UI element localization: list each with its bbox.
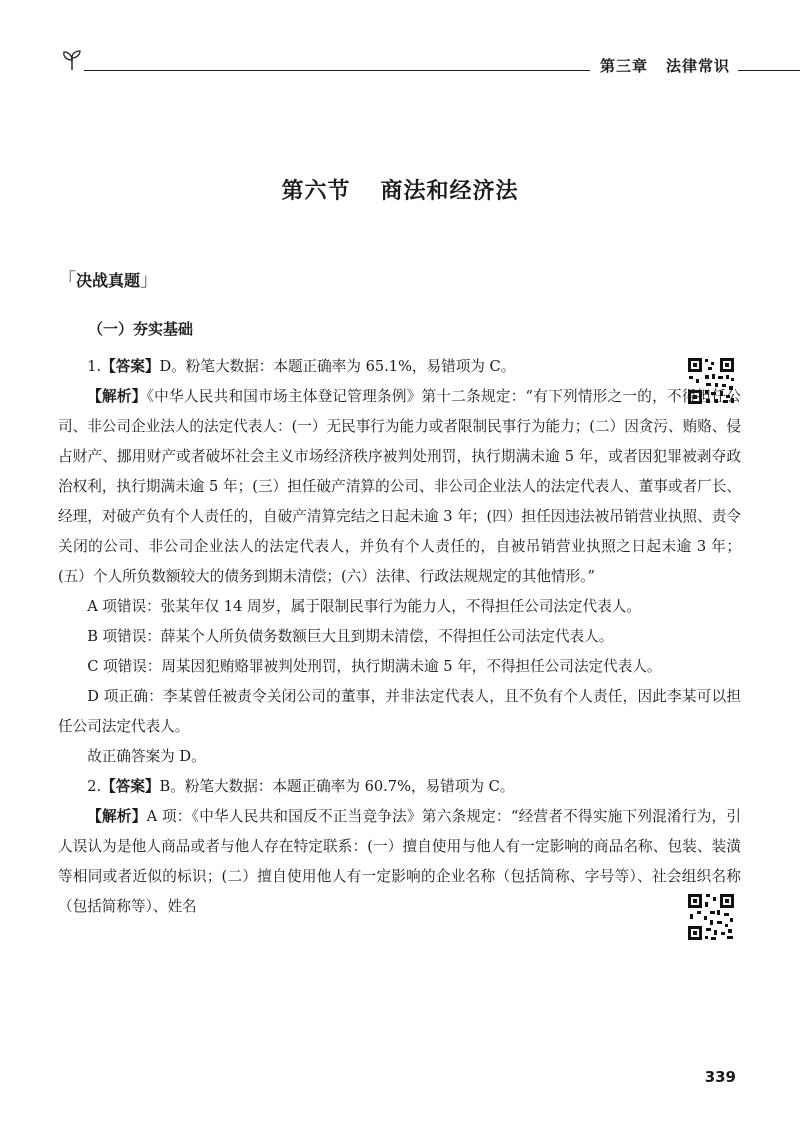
q1-analysis (58, 382, 741, 592)
q2-answer-label: 【答案】 (101, 778, 160, 795)
tag-bracket-open: 「 (58, 270, 76, 291)
q2-analysis (58, 802, 741, 922)
tag-heading (58, 266, 158, 292)
q1-answer-label: 【答案】 (101, 358, 160, 375)
section-name: 商法和经济法 (380, 179, 519, 204)
page-number: 339 (704, 1068, 736, 1086)
q2-number: 2. (87, 778, 102, 795)
body-text (58, 352, 741, 922)
q2-analysis-label: 【解析】 (87, 808, 147, 825)
sprout-icon (60, 48, 84, 72)
header-chapter: 第三章 (599, 57, 648, 75)
header-rule-right (738, 70, 800, 71)
q1-conclusion: 故正确答案为 D。 (87, 748, 206, 765)
section-title (0, 174, 800, 205)
tag-bracket-close: 」 (140, 270, 159, 291)
q1-option-d: D 项正确：李某曾任被责令关闭公司的董事，并非法定代表人，且不负有个人责任，因此李某可以担任公司法定代表人。 (58, 688, 741, 735)
header-chapter-title (600, 55, 730, 76)
header-title: 法律常识 (665, 57, 730, 75)
q1-analysis-text: 《中华人民共和国市场主体登记管理条例》第十二条规定：“有下列情形之一的，不得担任公司、非公司企业法人的法定代表人：(一）无民事行为能力或者限制民事行为能力；(二）因贪污、贿赂、侵占财产、挪用财产或者破坏社会主义市场经济秩序被判处刑罚，执行期满未逾 5 年，或者因犯罪被剥夺政治权利，执行期满未逾 5 年；(三）担任破产清算的公司、非公司企业法人的法定代表人、董事或者厂长、经理，对破产负有个人责任的，自破产清算完结之日起未逾 3 年；(四）担任因违法被吊销营业执照、责令关闭的公司、非公司企业法人的法定代表人，并负有个人责任的，自被吊销营业执照之日起未逾 3 年；(五）个人所负数额较大的债务到期未清偿；(六）法律、行政法规规定的其他情形。” (58, 388, 741, 585)
q2-answer-text: B。粉笔大数据：本题正确率为 60.7%，易错项为 C。 (159, 778, 515, 795)
q1-option-c: C 项错误：周某因犯贿赂罪被判处刑罚，执行期满未逾 5 年，不得担任公司法定代表人。 (87, 658, 662, 675)
sub-heading: （一）夯实基础 (88, 320, 194, 338)
q2-answer (58, 772, 741, 802)
q1-number: 1. (87, 358, 102, 375)
header-rule-left (84, 70, 590, 71)
q1-answer-text: D。粉笔大数据：本题正确率为 65.1%，易错项为 C。 (159, 358, 516, 375)
section-number: 第六节 (281, 179, 351, 204)
tag-heading-text: 决战真题 (76, 271, 141, 290)
q1-option-b: B 项错误：薛某个人所负债务数额巨大且到期未清偿，不得担任公司法定代表人。 (87, 628, 614, 645)
q1-analysis-label: 【解析】 (87, 388, 147, 405)
q1-answer (58, 352, 741, 382)
page-header (0, 0, 800, 80)
q2-analysis-text: A 项：《中华人民共和国反不正当竞争法》第六条规定：“经营者不得实施下列混淆行为，引人误认为是他人商品或者与他人存在特定联系：(一）擅自使用与他人有一定影响的商品名称、包装、装潢等相同或者近似的标识；(二）擅自使用他人有一定影响的企业名称（包括简称、字号等）、社会组织名称（包括简称等）、姓名 (58, 808, 741, 915)
q1-option-a: A 项错误：张某年仅 14 周岁，属于限制民事行为能力人，不得担任公司法定代表人。 (87, 598, 641, 615)
